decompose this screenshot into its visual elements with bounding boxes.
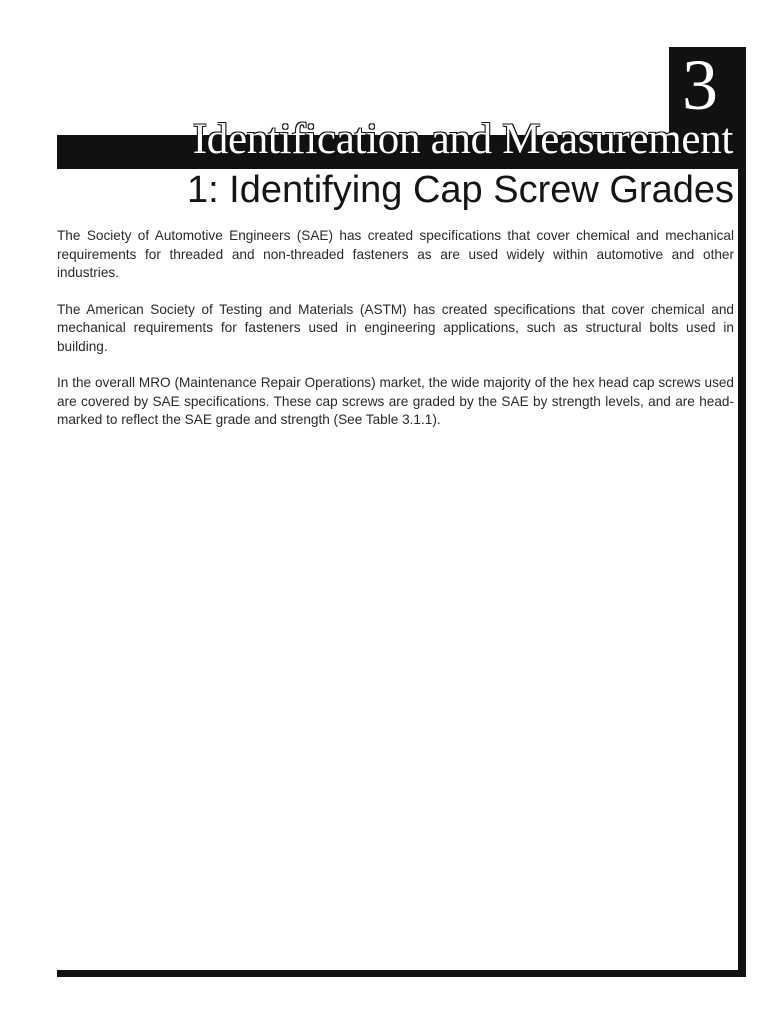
section-title: 1: Identifying Cap Screw Grades <box>186 169 734 211</box>
paragraph-mro: In the overall MRO (Maintenance Repair Operations) market, the wide majority of the hex head cap screws used are covered by SAE specifications. These cap screws are graded by the SAE by strength levels, and are head-marked to reflect the SAE grade and strength (See Table 3.1.1). <box>57 375 734 427</box>
paragraph-sae: The Society of Automotive Engineers (SAE) has created specifications that cover chemical and mechanical requirements for threaded and non-threaded fasteners as are used widely within automotive and other industries. <box>57 228 734 280</box>
bottom-border-rule <box>57 970 746 977</box>
body-text <box>57 227 734 448</box>
chapter-title: Identification and Measurement <box>192 116 733 163</box>
paragraph-astm: The American Society of Testing and Materials (ASTM) has created specifications that cover chemical and mechanical requirements for fasteners used in engineering applications, such as structural bolts used in building. <box>57 301 734 354</box>
chapter-number: 3 <box>682 45 718 125</box>
right-border-rule <box>738 135 746 977</box>
